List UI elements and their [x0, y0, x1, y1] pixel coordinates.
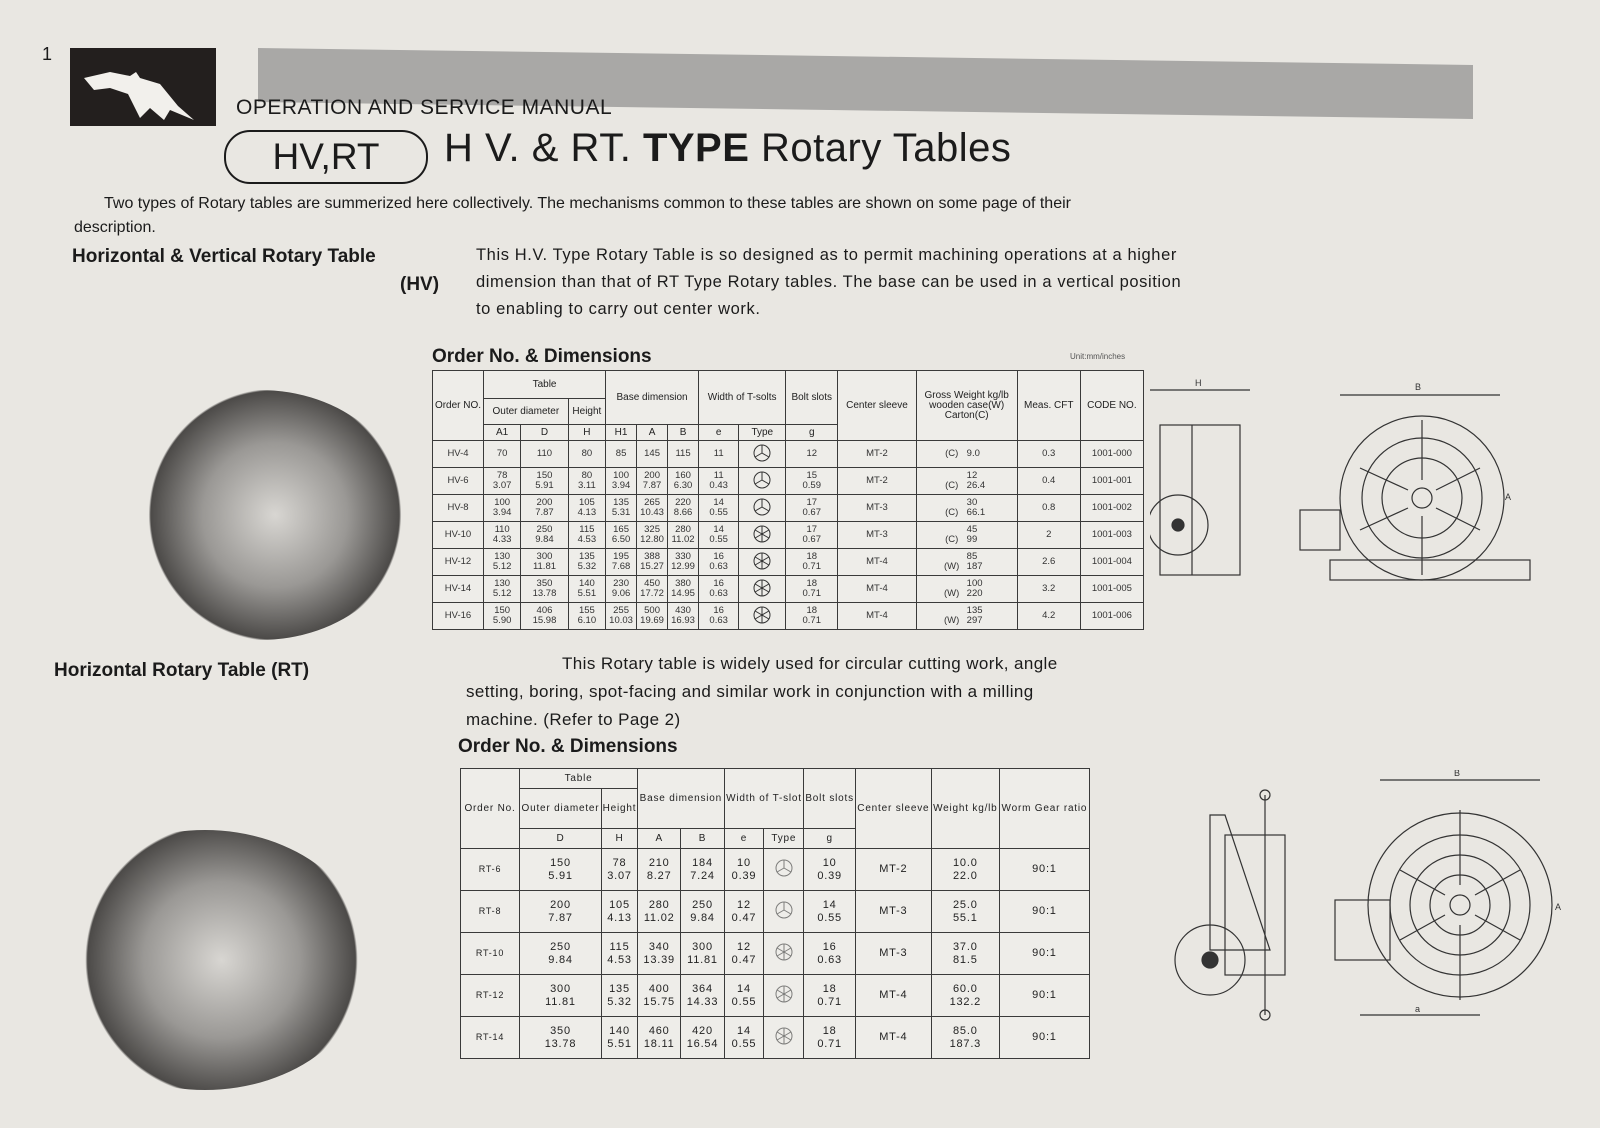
weight-cell: 25.0 55.1: [931, 891, 999, 933]
order-cell: HV-10: [433, 522, 484, 549]
b-cell: 300 11.81: [681, 933, 724, 975]
table-row: [433, 522, 1144, 549]
a-cell: 325 12.80: [637, 522, 668, 549]
g-cell: 18 0.71: [786, 549, 838, 576]
col-weight: Weight kg/lb: [931, 769, 999, 849]
cft-cell: 2: [1017, 522, 1080, 549]
ratio-cell: 90:1: [999, 891, 1089, 933]
sub-d: D: [521, 425, 568, 441]
g-cell: 17 0.67: [786, 522, 838, 549]
hv-heading: Horizontal & Vertical Rotary Table: [72, 246, 376, 267]
cft-cell: 4.2: [1017, 603, 1080, 630]
h-cell: 105 4.13: [568, 495, 605, 522]
sub-b: B: [681, 829, 724, 849]
rt-technical-diagram: [1170, 770, 1570, 1050]
code-cell: 1001-000: [1080, 441, 1143, 468]
a1-cell: 150 5.90: [484, 603, 521, 630]
tslot-type-icon: [764, 849, 804, 891]
col-weight: Gross Weight kg/lb wooden case(W) Carton(C): [916, 371, 1017, 441]
svg-text:H: H: [1195, 378, 1202, 388]
g-cell: 18 0.71: [786, 576, 838, 603]
a-cell: 200 7.87: [637, 468, 668, 495]
hv-tag: (HV): [400, 274, 440, 295]
g-cell: 14 0.55: [804, 891, 856, 933]
e-cell: 16 0.63: [699, 576, 739, 603]
weight-cell: (W)135 297: [916, 603, 1017, 630]
title-suffix: Rotary Tables: [761, 126, 1012, 170]
code-cell: 1001-004: [1080, 549, 1143, 576]
b-cell: 380 14.95: [668, 576, 699, 603]
eagle-logo-icon: [70, 48, 216, 126]
a1-cell: 130 5.12: [484, 576, 521, 603]
sub-d: D: [520, 829, 602, 849]
b-cell: 160 6.30: [668, 468, 699, 495]
tslot-type-icon: [764, 891, 804, 933]
col-order: Order NO.: [433, 371, 484, 441]
d-cell: 250 9.84: [521, 522, 568, 549]
h-cell: 155 6.10: [568, 603, 605, 630]
sub-a: A: [638, 829, 681, 849]
hv-dimensions-table: [432, 370, 1144, 630]
a-cell: 500 19.69: [637, 603, 668, 630]
rt-rotary-table-photo: [40, 830, 370, 1090]
d-cell: 110: [521, 441, 568, 468]
table-row: [461, 975, 1090, 1017]
h-cell: 115 4.53: [601, 933, 637, 975]
d-cell: 200 7.87: [520, 891, 602, 933]
col-outer-diameter: Outer diameter: [520, 789, 602, 829]
col-bolt: Bolt slots: [786, 371, 838, 425]
h1-cell: 100 3.94: [606, 468, 637, 495]
hv-description: This H.V. Type Rotary Table is so designed as to permit machining operations at a higher dimension than that of RT Type Rotary tables. The base can be used in a vertical position to enabling to carry out center work.: [476, 246, 1182, 318]
h-cell: 140 5.51: [568, 576, 605, 603]
rt-dimensions-table: [460, 768, 1090, 1059]
order-cell: RT-12: [461, 975, 520, 1017]
order-cell: RT-10: [461, 933, 520, 975]
col-bolt: Bolt slots: [804, 769, 856, 829]
h1-cell: 135 5.31: [606, 495, 637, 522]
tslot-type-icon: [739, 576, 786, 603]
tslot-type-icon: [739, 495, 786, 522]
page-number: 1: [42, 44, 53, 64]
table-row: [433, 549, 1144, 576]
h1-cell: 165 6.50: [606, 522, 637, 549]
intro-paragraph: Two types of Rotary tables are summerized here collectively. The mechanisms common to these tables are shown on some page of their description.: [74, 195, 1071, 236]
a-cell: 340 13.39: [638, 933, 681, 975]
g-cell: 12: [786, 441, 838, 468]
e-cell: 14 0.55: [724, 1017, 764, 1059]
order-cell: HV-6: [433, 468, 484, 495]
b-cell: 280 11.02: [668, 522, 699, 549]
h-cell: 115 4.53: [568, 522, 605, 549]
h-cell: 80: [568, 441, 605, 468]
table-row: [461, 933, 1090, 975]
e-cell: 16 0.63: [699, 603, 739, 630]
h-cell: 78 3.07: [601, 849, 637, 891]
order-cell: HV-8: [433, 495, 484, 522]
sleeve-cell: MT-4: [838, 603, 916, 630]
b-cell: 220 8.66: [668, 495, 699, 522]
a-cell: 210 8.27: [638, 849, 681, 891]
code-cell: 1001-006: [1080, 603, 1143, 630]
a-cell: 450 17.72: [637, 576, 668, 603]
table-row: [461, 1017, 1090, 1059]
tslot-type-icon: [764, 933, 804, 975]
tslot-type-icon: [764, 975, 804, 1017]
a1-cell: 78 3.07: [484, 468, 521, 495]
sub-type: Type: [764, 829, 804, 849]
sub-e: e: [699, 425, 739, 441]
b-cell: 115: [668, 441, 699, 468]
tslot-type-icon: [739, 468, 786, 495]
cft-cell: 0.4: [1017, 468, 1080, 495]
weight-cell: 10.0 22.0: [931, 849, 999, 891]
cft-cell: 0.3: [1017, 441, 1080, 468]
ratio-cell: 90:1: [999, 975, 1089, 1017]
d-cell: 350 13.78: [520, 1017, 602, 1059]
order-cell: RT-6: [461, 849, 520, 891]
a1-cell: 70: [484, 441, 521, 468]
hv-table-title: Order No. & Dimensions: [432, 346, 652, 367]
weight-cell: 37.0 81.5: [931, 933, 999, 975]
a1-cell: 130 5.12: [484, 549, 521, 576]
table-row: [433, 603, 1144, 630]
a-cell: 460 18.11: [638, 1017, 681, 1059]
e-cell: 11: [699, 441, 739, 468]
table-row: [433, 468, 1144, 495]
b-cell: 184 7.24: [681, 849, 724, 891]
b-cell: 250 9.84: [681, 891, 724, 933]
b-cell: 364 14.33: [681, 975, 724, 1017]
svg-text:B: B: [1415, 382, 1422, 392]
order-cell: HV-16: [433, 603, 484, 630]
order-cell: RT-8: [461, 891, 520, 933]
weight-cell: (C) 9.0: [916, 441, 1017, 468]
col-center: Center sleeve: [838, 371, 916, 441]
col-tslot: Width of T-slot: [724, 769, 804, 829]
table-row: [433, 441, 1144, 468]
a1-cell: 110 4.33: [484, 522, 521, 549]
sub-b: B: [668, 425, 699, 441]
col-center: Center sleeve: [855, 769, 931, 849]
a-cell: 145: [637, 441, 668, 468]
svg-text:B: B: [1454, 770, 1461, 778]
col-height: Height: [601, 789, 637, 829]
g-cell: 16 0.63: [804, 933, 856, 975]
g-cell: 18 0.71: [804, 1017, 856, 1059]
sub-g: g: [804, 829, 856, 849]
g-cell: 10 0.39: [804, 849, 856, 891]
weight-cell: (C)30 66.1: [916, 495, 1017, 522]
d-cell: 150 5.91: [521, 468, 568, 495]
sleeve-cell: MT-4: [855, 1017, 931, 1059]
a1-cell: 100 3.94: [484, 495, 521, 522]
title-prefix: H V. & RT.: [444, 126, 632, 170]
weight-cell: (W)85 187: [916, 549, 1017, 576]
g-cell: 18 0.71: [804, 975, 856, 1017]
hv-rotary-table-photo: [110, 390, 410, 640]
sleeve-cell: MT-4: [838, 549, 916, 576]
e-cell: 10 0.39: [724, 849, 764, 891]
code-cell: 1001-002: [1080, 495, 1143, 522]
sub-g: g: [786, 425, 838, 441]
weight-cell: (C)45 99: [916, 522, 1017, 549]
sub-h: H: [601, 829, 637, 849]
table-row: [461, 849, 1090, 891]
tslot-type-icon: [739, 522, 786, 549]
d-cell: 300 11.81: [521, 549, 568, 576]
sleeve-cell: MT-3: [855, 891, 931, 933]
order-cell: RT-14: [461, 1017, 520, 1059]
sleeve-cell: MT-3: [855, 933, 931, 975]
weight-cell: (C)12 26.4: [916, 468, 1017, 495]
d-cell: 150 5.91: [520, 849, 602, 891]
cft-cell: 2.6: [1017, 549, 1080, 576]
e-cell: 16 0.63: [699, 549, 739, 576]
sleeve-cell: MT-4: [838, 576, 916, 603]
h-cell: 135 5.32: [568, 549, 605, 576]
e-cell: 14 0.55: [699, 495, 739, 522]
rt-table-title: Order No. & Dimensions: [458, 736, 678, 757]
h1-cell: 195 7.68: [606, 549, 637, 576]
col-meas: Meas. CFT: [1017, 371, 1080, 441]
title-type: TYPE: [642, 126, 750, 170]
g-cell: 17 0.67: [786, 495, 838, 522]
h-cell: 135 5.32: [601, 975, 637, 1017]
h1-cell: 85: [606, 441, 637, 468]
b-cell: 330 12.99: [668, 549, 699, 576]
col-worm: Worm Gear ratio: [999, 769, 1089, 849]
sleeve-cell: MT-4: [855, 975, 931, 1017]
sub-h: H: [568, 425, 605, 441]
b-cell: 430 16.93: [668, 603, 699, 630]
sub-a: A: [637, 425, 668, 441]
weight-cell: 60.0 132.2: [931, 975, 999, 1017]
table-row: [433, 576, 1144, 603]
col-table: Table: [520, 769, 638, 789]
page-title: [444, 126, 1011, 171]
d-cell: 200 7.87: [521, 495, 568, 522]
h-cell: 80 3.11: [568, 468, 605, 495]
sub-h1: H1: [606, 425, 637, 441]
col-tslot: Width of T-solts: [699, 371, 786, 425]
col-base: Base dimension: [606, 371, 699, 425]
order-cell: HV-14: [433, 576, 484, 603]
weight-cell: (W)100 220: [916, 576, 1017, 603]
tslot-type-icon: [764, 1017, 804, 1059]
sleeve-cell: MT-2: [838, 441, 916, 468]
unit-note: Unit:mm/inches: [1070, 352, 1126, 361]
sleeve-cell: MT-3: [838, 495, 916, 522]
sleeve-cell: MT-2: [855, 849, 931, 891]
code-cell: 1001-003: [1080, 522, 1143, 549]
h1-cell: 230 9.06: [606, 576, 637, 603]
code-cell: 1001-005: [1080, 576, 1143, 603]
table-row: [433, 495, 1144, 522]
col-base: Base dimension: [638, 769, 725, 829]
b-cell: 420 16.54: [681, 1017, 724, 1059]
cft-cell: 3.2: [1017, 576, 1080, 603]
rt-description: This Rotary table is widely used for circular cutting work, angle setting, boring, spot-facing and similar work in conjunction with a milling machine. (Refer to Page 2): [466, 654, 1058, 729]
a-cell: 400 15.75: [638, 975, 681, 1017]
e-cell: 12 0.47: [724, 891, 764, 933]
hv-technical-diagram: [1150, 370, 1540, 600]
d-cell: 300 11.81: [520, 975, 602, 1017]
sub-type: Type: [739, 425, 786, 441]
sub-a1: A1: [484, 425, 521, 441]
a-cell: 388 15.27: [637, 549, 668, 576]
ratio-cell: 90:1: [999, 933, 1089, 975]
d-cell: 250 9.84: [520, 933, 602, 975]
tslot-type-icon: [739, 549, 786, 576]
weight-cell: 85.0 187.3: [931, 1017, 999, 1059]
order-cell: HV-4: [433, 441, 484, 468]
d-cell: 406 15.98: [521, 603, 568, 630]
rt-heading: Horizontal Rotary Table (RT): [54, 660, 310, 681]
col-code: CODE NO.: [1080, 371, 1143, 441]
ratio-cell: 90:1: [999, 849, 1089, 891]
h1-cell: 255 10.03: [606, 603, 637, 630]
tslot-type-icon: [739, 441, 786, 468]
svg-text:A: A: [1505, 492, 1512, 502]
g-cell: 18 0.71: [786, 603, 838, 630]
e-cell: 14 0.55: [724, 975, 764, 1017]
col-height: Height: [568, 399, 605, 425]
e-cell: 12 0.47: [724, 933, 764, 975]
d-cell: 350 13.78: [521, 576, 568, 603]
tslot-type-icon: [739, 603, 786, 630]
e-cell: 14 0.55: [699, 522, 739, 549]
sleeve-cell: MT-3: [838, 522, 916, 549]
g-cell: 15 0.59: [786, 468, 838, 495]
col-table: Table: [484, 371, 606, 399]
a-cell: 280 11.02: [638, 891, 681, 933]
col-outer-diameter: Outer diameter: [484, 399, 569, 425]
sub-e: e: [724, 829, 764, 849]
model-pill: HV,RT: [224, 130, 428, 184]
h-cell: 140 5.51: [601, 1017, 637, 1059]
manual-label: OPERATION AND SERVICE MANUAL: [236, 96, 613, 119]
table-row: [461, 891, 1090, 933]
e-cell: 11 0.43: [699, 468, 739, 495]
a-cell: 265 10.43: [637, 495, 668, 522]
svg-text:a: a: [1415, 1004, 1421, 1014]
svg-text:A: A: [1555, 902, 1562, 912]
h-cell: 105 4.13: [601, 891, 637, 933]
col-order: Order No.: [461, 769, 520, 849]
ratio-cell: 90:1: [999, 1017, 1089, 1059]
sleeve-cell: MT-2: [838, 468, 916, 495]
cft-cell: 0.8: [1017, 495, 1080, 522]
code-cell: 1001-001: [1080, 468, 1143, 495]
order-cell: HV-12: [433, 549, 484, 576]
